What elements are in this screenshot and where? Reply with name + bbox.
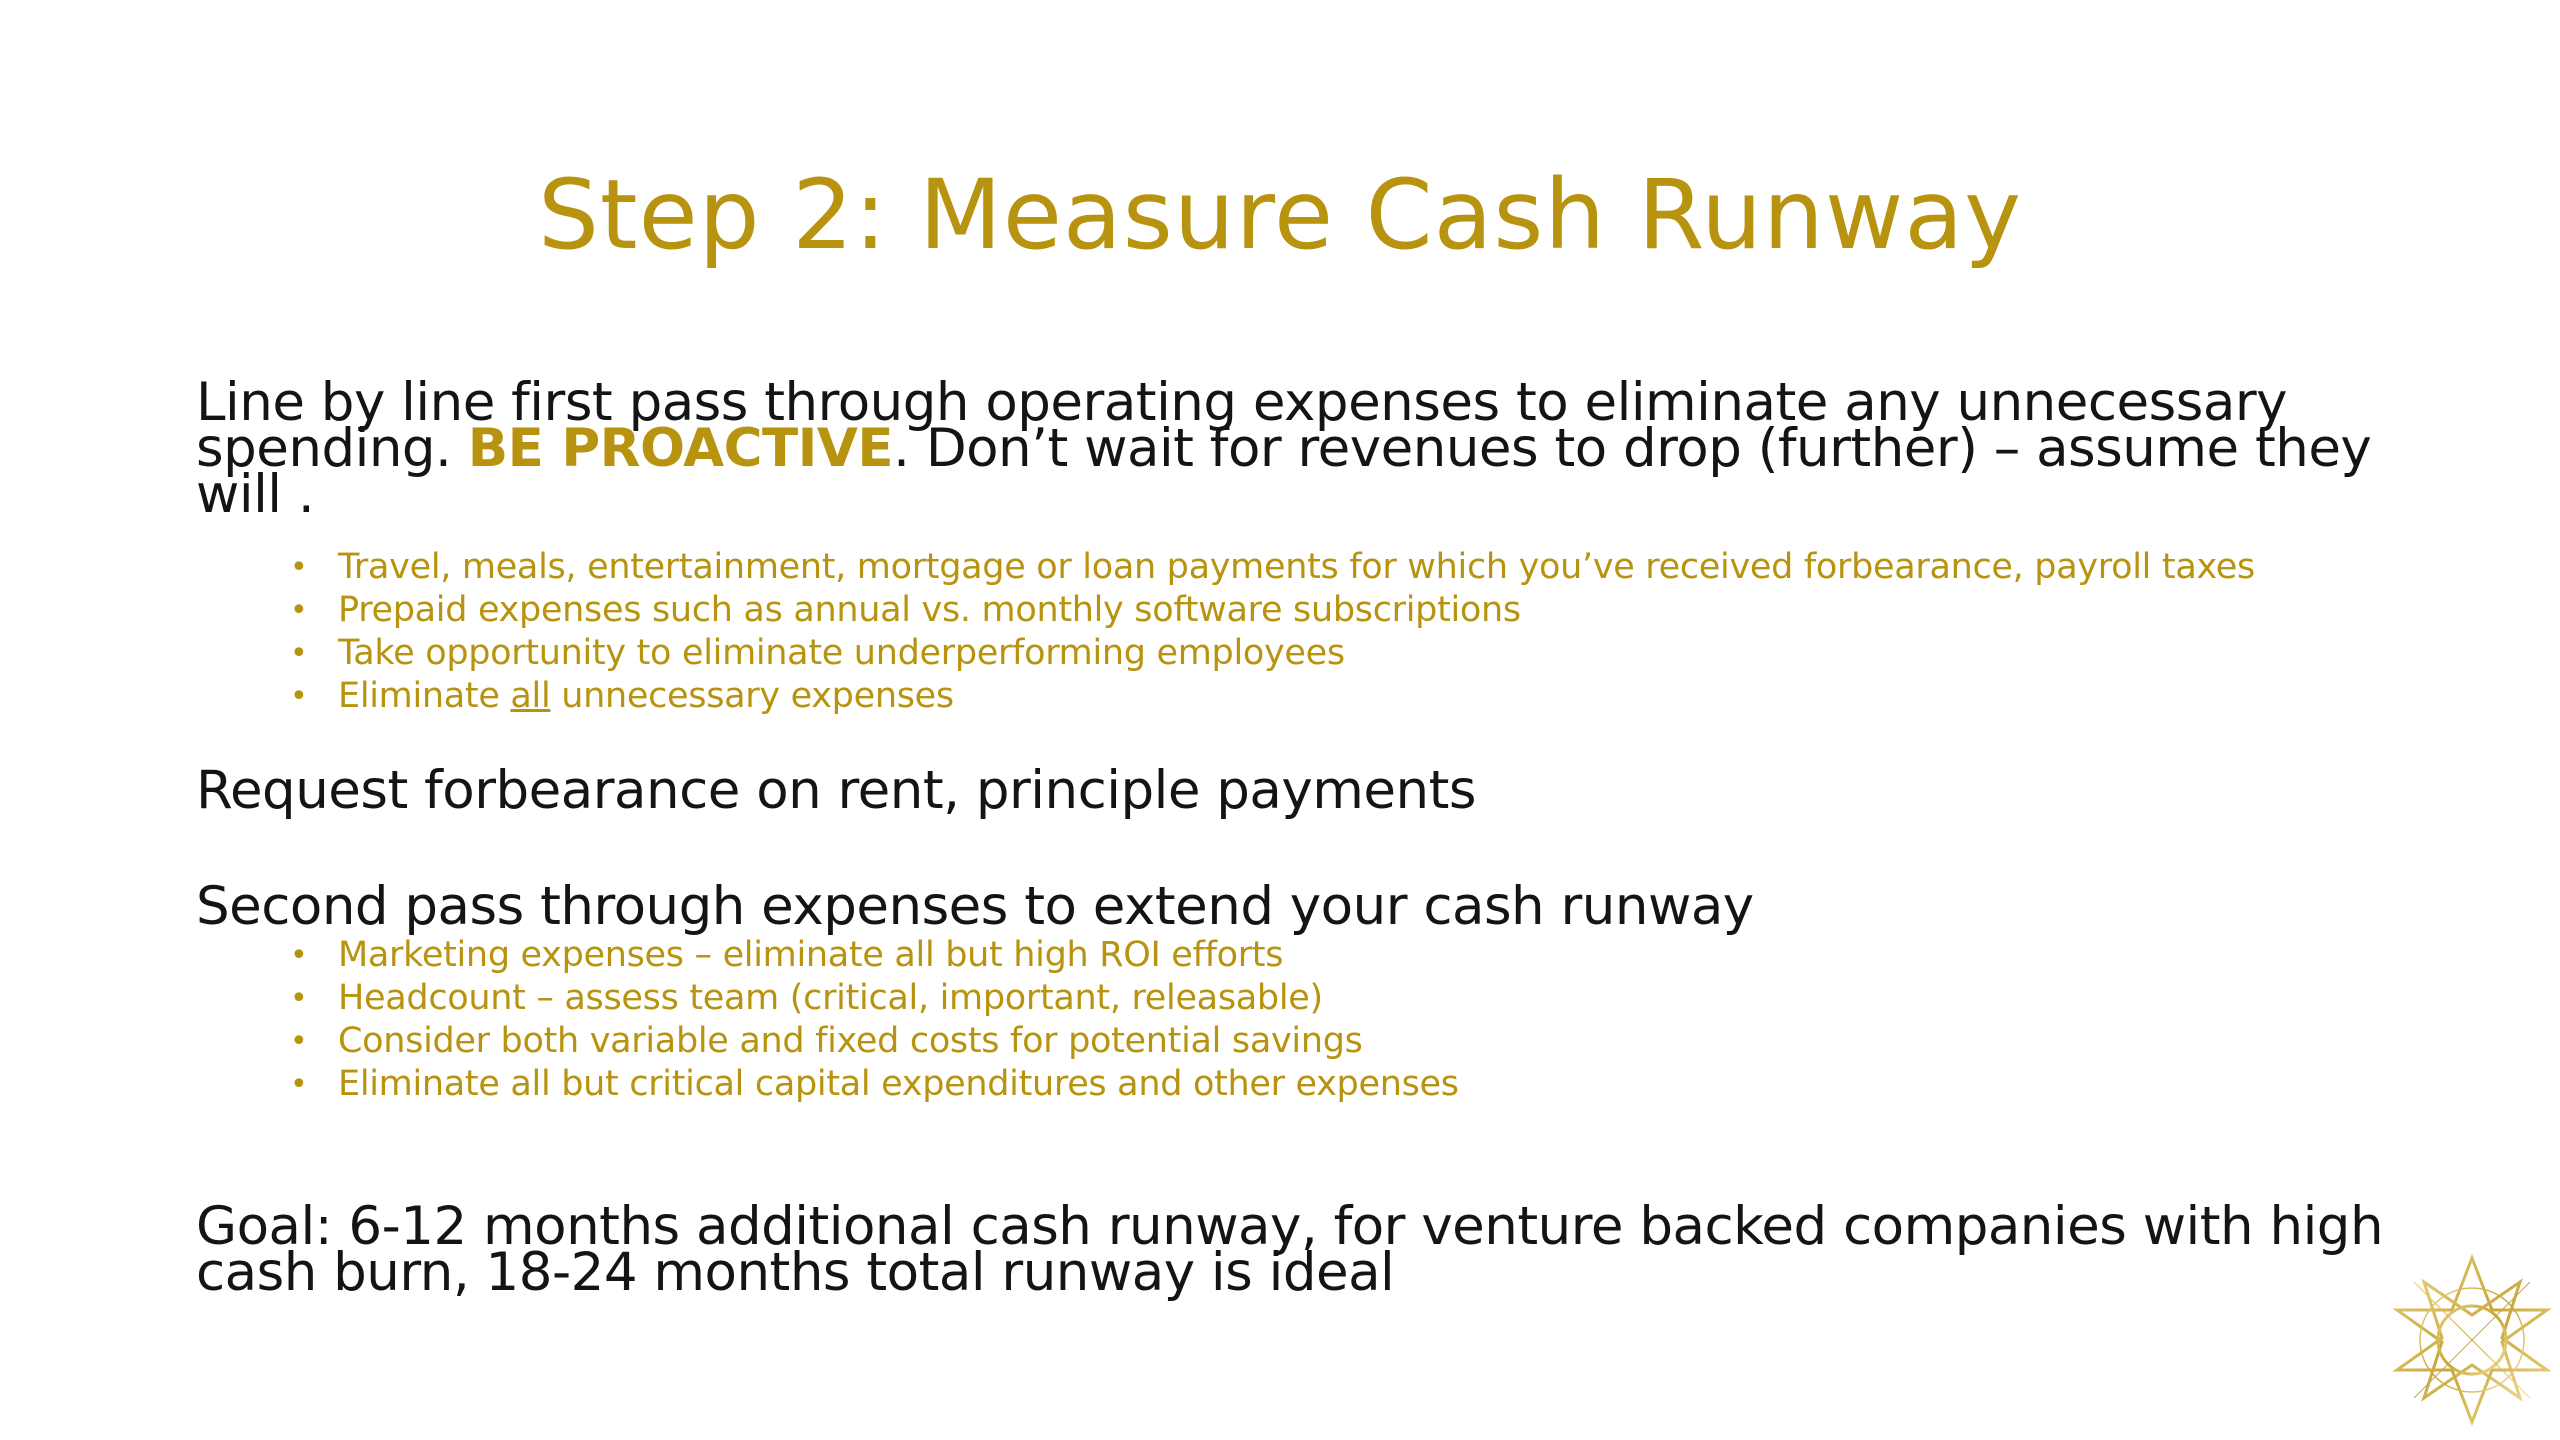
first-pass-text-after: . Don’t wait for revenues to drop (further) – assume they will . [196, 418, 2372, 525]
list-item: • Eliminate all but critical capital expenditures and other expenses [290, 1064, 1459, 1104]
second-pass-paragraph: Second pass through expenses to extend your cash runway [196, 876, 1754, 937]
bullet-icon: • [290, 593, 308, 628]
list-item: • Marketing expenses – eliminate all but high ROI efforts [290, 935, 1284, 975]
second-pass-bullet-list [196, 934, 2436, 1106]
slide-title: Step 2: Measure Cash Runway [537, 159, 2022, 271]
slide-body [196, 372, 2436, 1303]
list-item: • Consider both variable and fixed costs for potential savings [290, 1021, 1363, 1061]
first-pass-paragraph [196, 372, 2436, 525]
first-pass-text: Line by line first pass through operating expenses to eliminate any unnecessary spending. [196, 372, 2287, 479]
list-item: • Prepaid expenses such as annual vs. monthly software subscriptions [290, 590, 1521, 630]
unnecessary-expenses-text: unnecessary expenses [561, 676, 954, 716]
forbearance-paragraph: Request forbearance on rent, principle payments [196, 760, 1476, 821]
underlined-all: all [510, 676, 551, 716]
eliminate-text: Eliminate [338, 676, 500, 716]
bullet-icon: • [290, 1024, 308, 1059]
list-item: • Travel, meals, entertainment, mortgage or loan payments for which you’ve received forbearance, payroll taxes [290, 547, 2255, 587]
gold-star-mandala-logo-icon [2382, 1250, 2560, 1430]
bullet-icon: • [290, 636, 308, 671]
list-item: • Headcount – assess team (critical, important, releasable) [290, 978, 1323, 1018]
goal-paragraph: Goal: 6-12 months additional cash runway, for venture backed companies with high cash burn, 18-24 months total runway is ideal [196, 1196, 2384, 1303]
list-item [290, 675, 2436, 718]
bullet-icon: • [290, 1067, 308, 1102]
bullet-icon: • [290, 679, 308, 714]
bullet-icon: • [290, 550, 308, 585]
first-pass-bullet-list [196, 546, 2436, 718]
list-item: • Take opportunity to eliminate underperforming employees [290, 633, 1345, 673]
be-proactive-emphasis: BE PROACTIVE [467, 418, 894, 479]
bullet-icon: • [290, 981, 308, 1016]
bullet-icon: • [290, 938, 308, 973]
